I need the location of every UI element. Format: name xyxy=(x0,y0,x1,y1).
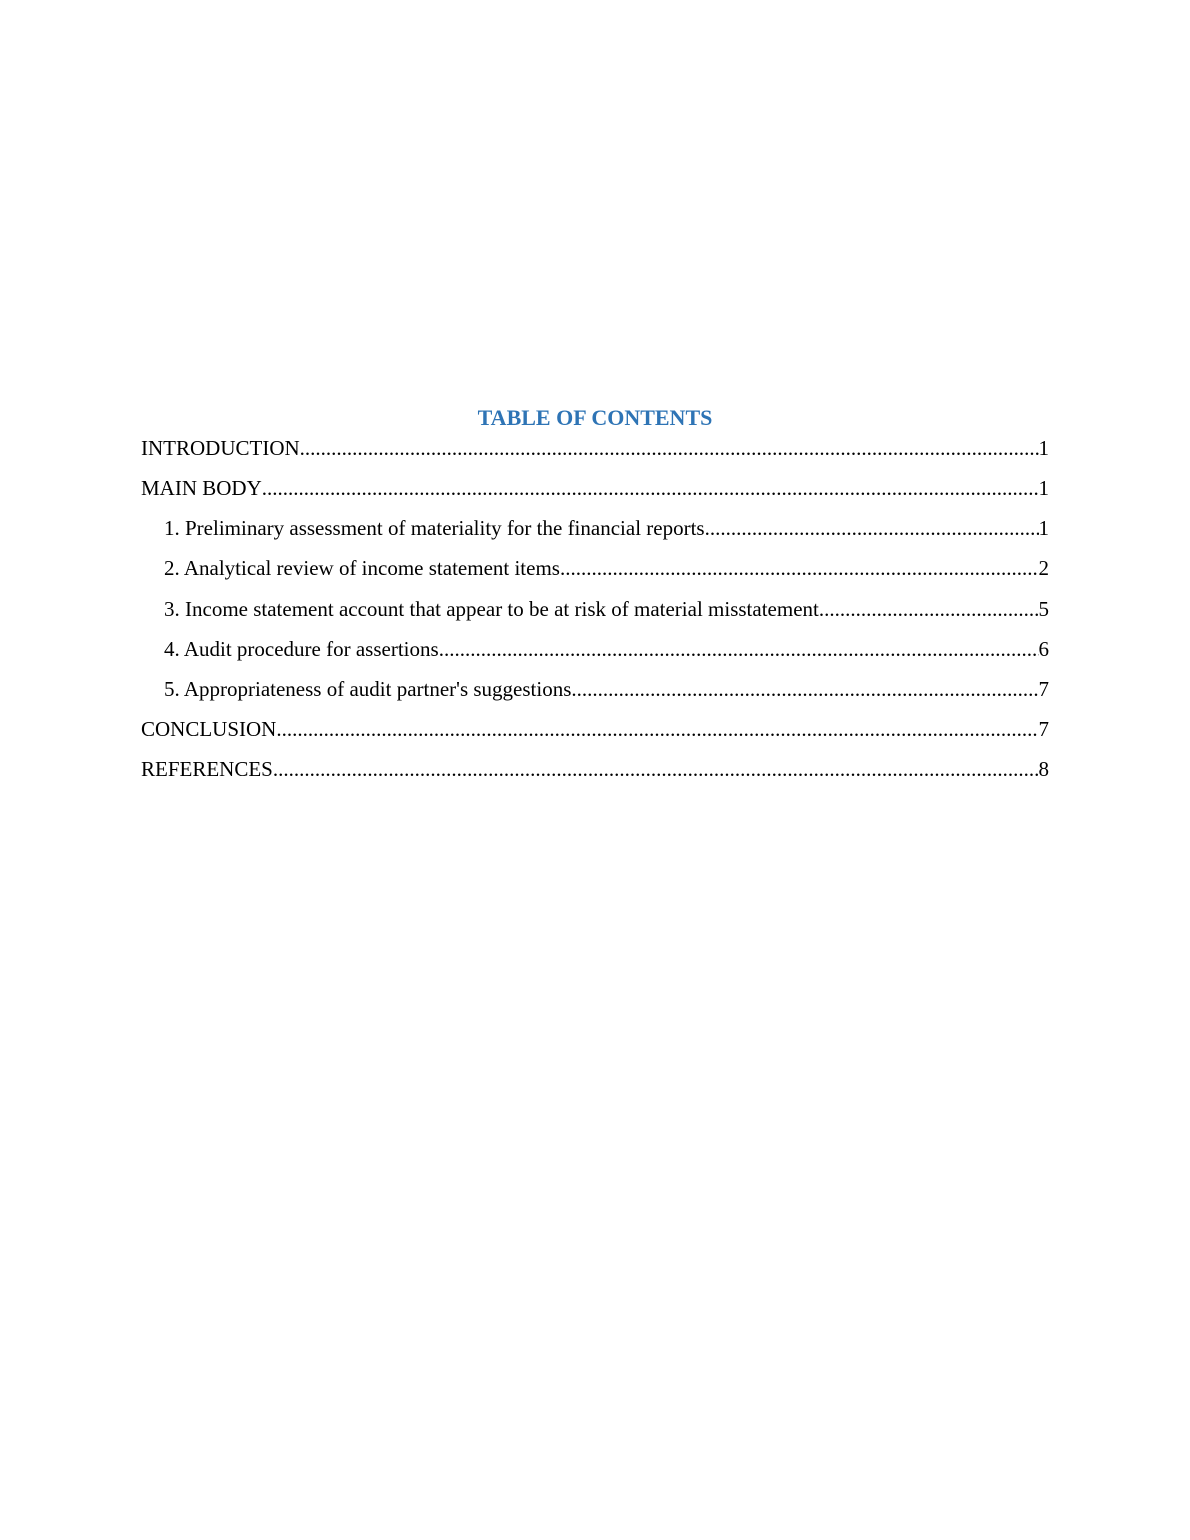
toc-page-number: 5 xyxy=(1038,596,1049,621)
table-of-contents xyxy=(141,401,1049,797)
toc-page-number: 1 xyxy=(1038,516,1049,541)
toc-page-number: 6 xyxy=(1038,636,1049,661)
toc-entry-label: 1. Preliminary assessment of materiality for the financial reports xyxy=(164,516,705,541)
toc-entry-label: CONCLUSION xyxy=(141,717,277,742)
toc-entry-label: 4. Audit procedure for assertions xyxy=(164,636,439,661)
toc-entry-label: INTRODUCTION xyxy=(141,436,300,460)
toc-entry-introduction[interactable] xyxy=(141,435,1049,475)
toc-entry-label: 3. Income statement account that appear to be at risk of material misstatement xyxy=(164,596,819,621)
toc-entry-partner-suggestions[interactable] xyxy=(141,676,1049,716)
toc-entry-analytical-review[interactable] xyxy=(141,555,1049,595)
toc-list xyxy=(141,435,1049,797)
toc-entry-label: 5. Appropriateness of audit partner's suggestions xyxy=(164,676,572,701)
toc-entry-label: MAIN BODY xyxy=(141,476,262,500)
toc-dot-leader xyxy=(439,636,1039,662)
toc-page-number: 7 xyxy=(1038,717,1049,742)
toc-entry-risk-accounts[interactable] xyxy=(141,596,1049,636)
toc-entry-materiality[interactable] xyxy=(141,515,1049,555)
toc-page-number: 7 xyxy=(1038,676,1049,701)
toc-entry-audit-procedure[interactable] xyxy=(141,636,1049,676)
toc-dot-leader xyxy=(705,515,1039,541)
toc-dot-leader xyxy=(300,435,1039,461)
toc-dot-leader xyxy=(273,756,1039,782)
toc-title: TABLE OF CONTENTS xyxy=(477,405,713,430)
toc-page-number: 1 xyxy=(1038,476,1049,500)
toc-entry-references[interactable] xyxy=(141,756,1049,796)
toc-entry-label: REFERENCES xyxy=(141,757,273,782)
toc-dot-leader xyxy=(262,475,1039,501)
toc-page-number: 1 xyxy=(1038,436,1049,460)
toc-dot-leader xyxy=(560,555,1039,581)
toc-page-number: 8 xyxy=(1038,757,1049,782)
toc-page-number: 2 xyxy=(1038,556,1049,581)
toc-dot-leader xyxy=(819,596,1039,622)
toc-dot-leader xyxy=(276,716,1038,742)
toc-entry-main-body[interactable] xyxy=(141,475,1049,515)
toc-dot-leader xyxy=(571,676,1038,702)
toc-entry-label: 2. Analytical review of income statement items xyxy=(164,556,560,581)
toc-entry-conclusion[interactable] xyxy=(141,716,1049,756)
